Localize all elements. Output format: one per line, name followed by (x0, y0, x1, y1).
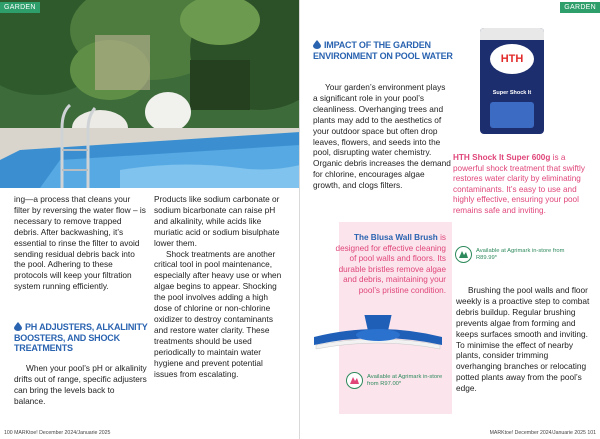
agrimark-logo-icon (346, 372, 363, 389)
paragraph-garden-environment: Your garden’s environment plays a significant role in your pool’s cleanliness. Overhanging trees and plants may add to the aesthetics of your outdoor space but often drop leaves, flowers, and seeds into the pool, disrupting water chemistry. Organic debris increases the demand for chlorine, encourages algae growth, and clogs filters. (313, 82, 451, 191)
section-tab-left: GARDEN (0, 2, 40, 13)
heading-garden-impact: IMPACT OF THE GARDEN ENVIRONMENT ON POOL WATER (313, 40, 453, 61)
agrimark-logo-icon (455, 246, 472, 263)
paragraph-shock-treatments: Shock treatments are another critical tool in pool maintenance, especially after heavy use or when algae begins to appear. Shocking the pool involves adding a high dose of chlorine or non-chlorine oxidizer to destroy contaminants and restore water clarity. These treatments should be used periodically to maintain water hygiene and prevent potential issues from escalating. (154, 248, 282, 379)
pack-top-seal (480, 28, 544, 40)
brush-caption: The Blusa Wall Brush is designed for effective cleaning of pool walls and floors. Its durable bristles remove algae and debris, maintaining your pool’s pristine condition. (335, 233, 446, 295)
footer-left: 100 MARKtoe! December 2024/Januarie 2025 (4, 430, 111, 436)
pack-label: Super Shock It (492, 90, 532, 96)
section-tab-right: GARDEN (560, 2, 600, 13)
water-drop-icon (313, 40, 321, 49)
right-column-2 (456, 285, 590, 394)
heading-ph-adjusters: PH ADJUSTERS, ALKALINITY BOOSTERS, AND SHOCK TREATMENTS (14, 322, 148, 354)
paragraph-ph-intro: When your pool’s pH or alkalinity drifts out of range, specific adjusters can bring the levels back to balance. (14, 363, 147, 406)
hth-product-name: HTH Shock It Super 600g (453, 153, 551, 162)
brush-availability: Available at Agrimark in-store from R97.00* (346, 372, 443, 389)
pack-graphic (490, 102, 534, 128)
hth-shock-pack (480, 28, 544, 134)
left-column-1-end (14, 363, 148, 407)
right-column-1 (313, 82, 451, 191)
hth-caption: HTH Shock It Super 600g is a powerful shock treatment that swiftly restores water clarity by eliminating contaminants. It’s easy to use and highly effective, ensuring your pool remains safe and inviting. (453, 153, 585, 215)
paragraph-products: Products like sodium carbonate or sodium bicarbonate can raise pH and alkalinity, while acids like muriatic acid or sodium bisulphate lower them. (154, 194, 280, 248)
paragraph-brushing: Brushing the pool walls and floor weekly is a proactive step to combat debris buildup. Regular brushing prevents algae from forming and keeps surfaces smooth and inviting. To minimise the effect of nearby plants, consider trimming overhanging branches or relocating potted plants away from the pool’s edge. (456, 285, 590, 394)
footer-right: MARKtoe! December 2024/Januarie 2025 101 (489, 430, 596, 436)
water-drop-icon (14, 322, 22, 331)
hth-availability: Available at Agrimark in-store from R89.99* (455, 246, 586, 263)
pool-garden-photo (0, 0, 300, 188)
left-column-1 (14, 194, 148, 292)
hth-brand-logo: HTH (490, 44, 534, 74)
pool-photo-illustration (0, 0, 300, 188)
brush-product-name: The Blusa Wall Brush (353, 233, 438, 242)
paragraph-backwashing: ing—a process that cleans your filter by reversing the water flow – is necessary to remove trapped debris. After backwashing, it’s essential to rinse the filter to avoid sending residual debris back into the pool. Adhering to these protocols will keep your filtration system running efficiently. (14, 194, 146, 292)
wall-brush-image (308, 315, 448, 370)
left-column-2 (154, 194, 288, 379)
